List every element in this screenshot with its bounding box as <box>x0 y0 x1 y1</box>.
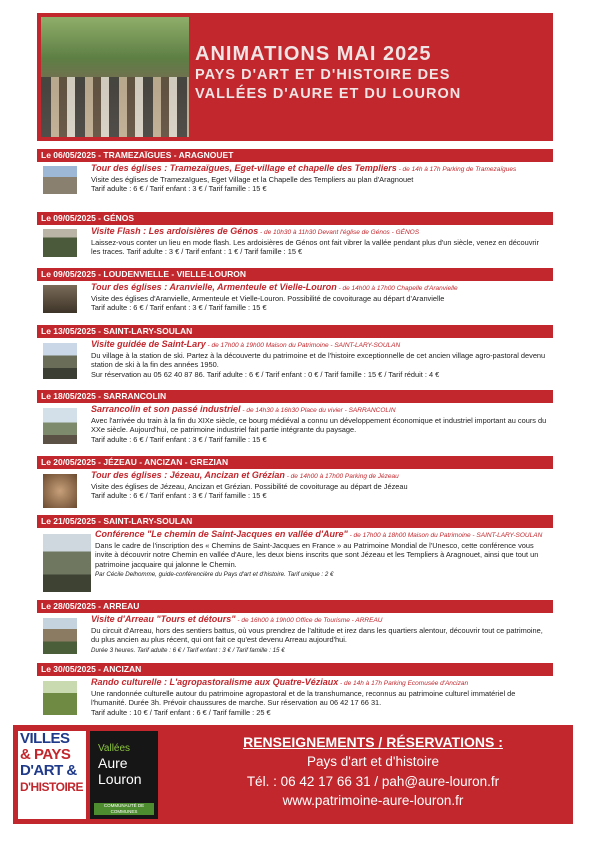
contact-organisation: Pays d'art et d'histoire <box>307 754 439 769</box>
logo-tagline: COMMUNAUTÉ DE COMMUNES <box>94 803 154 815</box>
event-thumbnail <box>43 343 77 379</box>
event-prices: Par Cécile Delhomme, guide-conférencière du Pays d'art et d'histoire. Tarif unique : 2 € <box>95 571 334 579</box>
header-photo <box>41 17 189 137</box>
event-title: Sarrancolin et son passé industriel <box>91 404 241 414</box>
event-block <box>37 600 553 667</box>
event-thumbnail <box>43 166 77 194</box>
page-title: ANIMATIONS MAI 2025 <box>195 43 432 65</box>
logo-line: D'HISTOIRE <box>20 780 83 794</box>
event-meta: - de 14h00 à 17h00 Chapelle d'Aranvielle <box>336 285 458 292</box>
page-subtitle-2: VALLÉES D'AURE ET DU LOURON <box>195 86 462 102</box>
event-title: Tour des églises : Tramezaïgues, Eget-village et chapelle des Templiers <box>91 163 397 173</box>
event-prices: Tarif adulte : 3 € / Tarif enfant : 1 € / Tarif famille : 15 € <box>126 247 303 257</box>
event-date-bar: Le 30/05/2025 - ANCIZAN <box>37 663 553 676</box>
event-prices: Tarif adulte : 6 € / Tarif enfant : 3 € / Tarif famille : 15 € <box>91 303 267 313</box>
event-title: Rando culturelle : L'agropastoralisme aux Quatre-Véziaux <box>91 677 339 687</box>
header-titles <box>195 43 543 104</box>
event-thumbnail <box>43 229 77 257</box>
event-description: Laissez-vous conter un lieu en mode flash. Les ardoisières de Génos ont fait vibrer la vallée pendant plus d'un siècle, venez en découvrir les traces. <box>91 237 539 257</box>
event-block <box>37 325 553 388</box>
event-block <box>37 212 553 271</box>
event-date-bar: Le 09/05/2025 - LOUDENVIELLE - VIELLE-LOURON <box>37 268 553 281</box>
event-prices: Tarif adulte : 6 € / Tarif enfant : 3 € / Tarif famille : 15 € <box>91 434 267 444</box>
logo-line: VILLES <box>20 730 70 747</box>
event-thumbnail <box>43 474 77 508</box>
logo-line: Louron <box>98 771 142 787</box>
event-description: Dans le cadre de l'inscription des « Chemins de Saint-Jacques en France » au Patrimoine Mondial de l'Unesco, cette conférence vous invite à découvrir notre Chemin en vallée d'Aure, les deux biens inscrits que sont Jézeau et les Templiers à Aragnouet, ainsi que tout un patrimoine jacquaire qui jalonne le Chemin. <box>95 540 539 569</box>
villes-pays-art-histoire-logo <box>18 731 86 819</box>
footer-contact <box>13 725 573 824</box>
event-date-bar: Le 06/05/2025 - TRAMEZAÏGUES - ARAGNOUET <box>37 149 553 162</box>
event-date-bar: Le 21/05/2025 - SAINT-LARY-SOULAN <box>37 515 553 528</box>
event-meta: - de 16h00 à 19h00 Office de Tourisme - ARREAU <box>235 617 383 624</box>
event-description: Visite des églises de Tramezaïgues, Eget Village et la Chapelle des Templiers au plan d'Aragnouet <box>91 174 414 184</box>
event-date-bar: Le 13/05/2025 - SAINT-LARY-SOULAN <box>37 325 553 338</box>
logo-line: Aure <box>98 755 128 771</box>
contact-block <box>173 732 573 811</box>
event-meta: - de 14h à 17h Parking de Tramezaïgues <box>396 166 517 173</box>
event-block <box>37 268 553 325</box>
event-block <box>37 456 553 517</box>
event-title: Visite guidée de Saint-Lary <box>91 339 206 349</box>
event-thumbnail <box>43 285 77 313</box>
event-title: Conférence "Le chemin de Saint-Jacques en vallée d'Aure" <box>95 529 348 539</box>
event-date-bar: Le 09/05/2025 - GÉNOS <box>37 212 553 225</box>
event-thumbnail <box>43 681 77 715</box>
vallees-aure-louron-logo <box>90 731 158 819</box>
event-date-bar: Le 20/05/2025 - JÉZEAU - ANCIZAN - GREZIAN <box>37 456 553 469</box>
event-block <box>37 663 553 724</box>
event-title: Visite Flash : Les ardoisières de Génos <box>91 226 259 236</box>
event-prices: Durée 3 heures. Tarif adulte : 6 € / Tarif enfant : 3 € / Tarif famille : 15 € <box>91 646 285 654</box>
event-block <box>37 390 553 455</box>
event-meta: - de 14h00 à 17h00 Parking de Jézeau <box>284 473 399 480</box>
contact-heading: RENSEIGNEMENTS / RÉSERVATIONS : <box>243 734 503 750</box>
event-meta: - de 14h30 à 16h30 Place du vivier - SARRANCOLIN <box>240 407 396 414</box>
event-prices: Tarif adulte : 6 € / Tarif enfant : 3 € / Tarif famille : 15 € <box>91 184 267 194</box>
event-meta: - de 17h00 à 18h00 Maison du Patrimoine - SAINT-LARY-SOULAN <box>347 532 543 539</box>
event-meta: - de 10h30 à 11h30 Devant l'église de Génos - GÉNOS <box>258 229 420 236</box>
event-description: Une randonnée culturelle autour du patrimoine agropastoral et de la transhumance, reconnus au patrimoine culturel immatériel de l'humanité. Durée 3h. Prévoir chaussures de marche. Sur réservation au 06 42 17 66 31. <box>91 688 516 708</box>
event-thumbnail <box>43 618 77 654</box>
logo-line: & PAYS <box>20 746 71 763</box>
event-meta: - de 14h à 17h Parking Ecomusée d'Ancizan <box>338 680 469 687</box>
event-thumbnail <box>43 408 77 444</box>
event-date-bar: Le 28/05/2025 - ARREAU <box>37 600 553 613</box>
event-block <box>37 515 553 604</box>
event-meta: - de 17h00 à 19h00 Maison du Patrimoine - SAINT-LARY-SOULAN <box>205 342 401 349</box>
logo-line: D'ART & <box>20 762 77 779</box>
event-title: Tour des églises : Jézeau, Ancizan et Grézian <box>91 470 285 480</box>
contact-phone-email[interactable]: Tél. : 06 42 17 66 31 / pah@aure-louron.fr <box>246 773 500 789</box>
event-prices: Tarif adulte : 10 € / Tarif enfant : 6 € / Tarif famille : 25 € <box>91 707 271 717</box>
event-description: Visite des églises d'Aranvielle, Armenteule et Vielle-Louron. Possibilité de covoiturage au départ d'Aranvielle <box>91 293 445 303</box>
event-title: Visite d'Arreau "Tours et détours" <box>91 614 236 624</box>
event-description: Du village à la station de ski. Partez à la découverte du patrimoine et de l'histoire exceptionnelle de cet ancien village agro-pastoral devenu station de ski à la fin des années 1950. <box>91 350 546 370</box>
website-link[interactable]: www.patrimoine-aure-louron.fr <box>282 793 464 808</box>
event-thumbnail <box>43 534 91 592</box>
event-title: Tour des églises : Aranvielle, Armenteule et Vielle-Louron <box>91 282 337 292</box>
event-description: Visite des églises de Jézeau, Ancizan et Grézian. Possibilité de covoiturage au départ de Jézeau <box>91 481 408 491</box>
event-block <box>37 149 553 206</box>
event-prices: Sur réservation au 05 62 40 87 86. Tarif adulte : 6 € / Tarif enfant : 0 € / Tarif famille : 15 € / Tarif réduit : 4 € <box>91 369 440 379</box>
event-date-bar: Le 18/05/2025 - SARRANCOLIN <box>37 390 553 403</box>
logo-line: Vallées <box>98 743 131 754</box>
event-description: Du circuit d'Arreau, hors des sentiers battus, où vous prendrez de l'altitude et irez dans les quartiers alentour, découvrir tout ce patrimoine, du plus ancien au plus récent, qui ont fait ce qu'est devenu Arreau aujourd'hui. <box>91 625 543 645</box>
header-banner <box>37 13 553 141</box>
event-prices: Tarif adulte : 6 € / Tarif enfant : 3 € / Tarif famille : 15 € <box>91 491 267 501</box>
event-description: Avec l'arrivée du train à la fin du XIXe siècle, ce bourg médiéval a connu un développement économique et industriel important au cours du XXe siècle. Aujourd'hui, ce patrimoine industriel fait partie intégrante du paysage. <box>91 415 547 435</box>
page-subtitle-1: PAYS D'ART ET D'HISTOIRE DES <box>195 67 451 83</box>
